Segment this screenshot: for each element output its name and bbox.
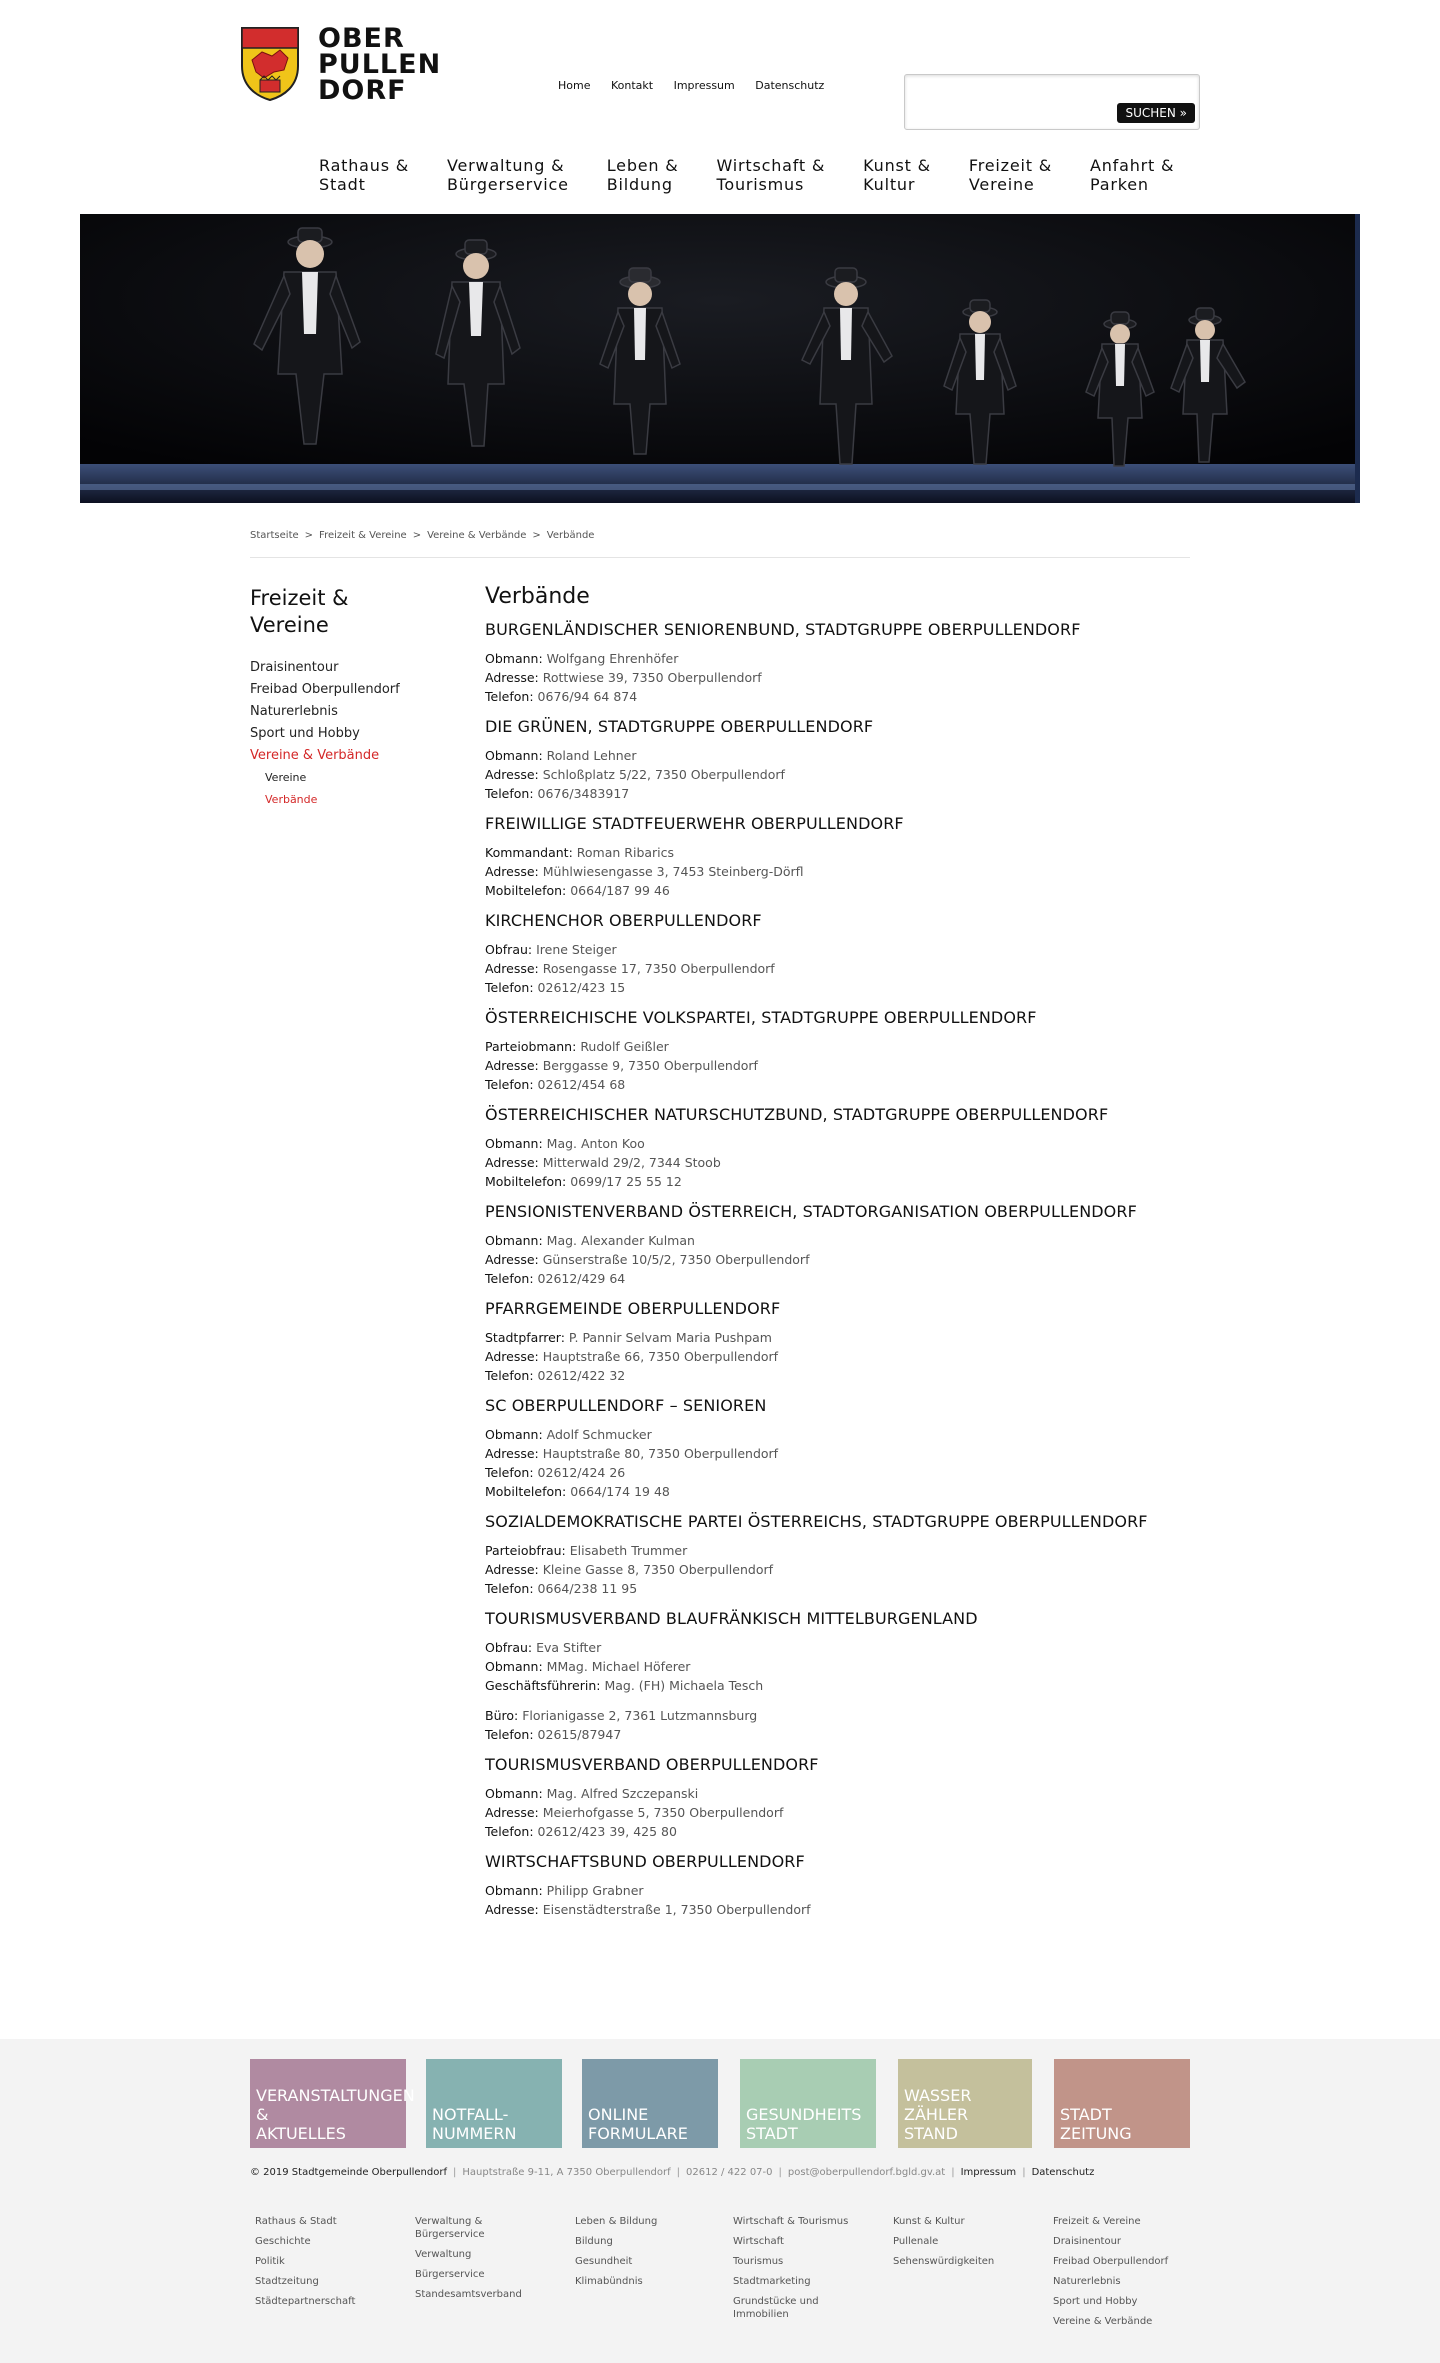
contact-label: Stadtpfarrer:	[485, 1330, 565, 1345]
footer-link-sport-und-hobby[interactable]: Sport und Hobby	[1053, 2296, 1138, 2307]
contact-label: Mobiltelefon:	[485, 1174, 567, 1189]
contact-value: 02615/87947	[537, 1727, 622, 1742]
footer-email[interactable]: post@oberpullendorf.bgld.gv.at	[787, 2167, 946, 2178]
footer-tile-gesundheits-stadt[interactable]: GESUNDHEITS STADT	[740, 2059, 876, 2148]
top-navigation	[558, 79, 841, 92]
contact-value: Rudolf Geißler	[580, 1039, 669, 1054]
contact-label: Telefon:	[485, 1581, 534, 1596]
top-nav-impressum[interactable]: Impressum	[673, 79, 735, 92]
organization-entry	[485, 1201, 1205, 1288]
organization-name: SC OBERPULLENDORF – SENIOREN	[485, 1396, 767, 1415]
contact-line	[485, 978, 1205, 997]
contact-line	[485, 1056, 1205, 1075]
footer-link-freibad-oberpullendorf[interactable]: Freibad Oberpullendorf	[1053, 2256, 1169, 2267]
hero-dancers-photo	[80, 214, 1360, 503]
footer-tile-stadt-zeitung[interactable]: STADT ZEITUNG	[1054, 2059, 1190, 2148]
contact-line	[485, 1676, 1205, 1695]
footer-phone: 02612 / 422 07-0	[686, 2167, 773, 2178]
main-nav-leben-bildung[interactable]: Leben & Bildung	[606, 156, 679, 194]
footer-link-verwaltung-buergerservice[interactable]: Verwaltung & Bürgerservice	[415, 2216, 485, 2240]
contact-label: Obmann:	[485, 1233, 543, 1248]
contact-line	[485, 1134, 1205, 1153]
footer-link-stadtmarketing[interactable]: Stadtmarketing	[733, 2276, 811, 2287]
footer-link-bildung[interactable]: Bildung	[575, 2236, 613, 2247]
footer-datenschutz-link[interactable]: Datenschutz	[1031, 2167, 1095, 2178]
sidebar-item-draisinentour[interactable]: Draisinentour	[250, 660, 339, 675]
contact-value: Berggasse 9, 7350 Oberpullendorf	[542, 1058, 758, 1073]
footer-link-staedtepartnerschaft[interactable]: Städtepartnerschaft	[255, 2296, 356, 2307]
breadcrumb-current: Verbände	[546, 530, 595, 541]
sidebar-item-freibad-oberpullendorf[interactable]: Freibad Oberpullendorf	[250, 682, 400, 697]
organization-name: ÖSTERREICHISCHER NATURSCHUTZBUND, STADTGRUPPE OBERPULLENDORF	[485, 1105, 1109, 1124]
footer	[0, 2039, 1440, 2363]
footer-link-leben-bildung[interactable]: Leben & Bildung	[575, 2216, 658, 2227]
contact-line	[485, 862, 1205, 881]
sidebar-item-naturerlebnis[interactable]: Naturerlebnis	[250, 704, 338, 719]
footer-link-naturerlebnis[interactable]: Naturerlebnis	[1053, 2276, 1121, 2287]
footer-link-grundstuecke-und-immobilien[interactable]: Grundstücke und Immobilien	[733, 2296, 819, 2320]
footer-column	[733, 2215, 883, 2328]
contact-label: Telefon:	[485, 1727, 534, 1742]
contact-value: Eisenstädterstraße 1, 7350 Oberpullendorf	[542, 1902, 811, 1917]
contact-label: Obmann:	[485, 651, 543, 666]
logo-wordmark: OBER PULLEN DORF	[318, 23, 442, 106]
footer-link-geschichte[interactable]: Geschichte	[255, 2236, 311, 2247]
contact-line	[485, 746, 1205, 765]
contact-line	[485, 1579, 1205, 1598]
organization-entry	[485, 1511, 1205, 1598]
contact-label: Adresse:	[485, 767, 539, 782]
contact-value: Roland Lehner	[546, 748, 637, 763]
contact-line	[485, 940, 1205, 959]
contact-value: Schloßplatz 5/22, 7350 Oberpullendorf	[542, 767, 785, 782]
footer-link-standesamtsverband[interactable]: Standesamtsverband	[415, 2289, 522, 2300]
contact-value: Mitterwald 29/2, 7344 Stoob	[542, 1155, 721, 1170]
organization-entry	[485, 716, 1205, 803]
contact-value: 0699/17 25 55 12	[570, 1174, 682, 1189]
search-box	[904, 74, 1200, 130]
footer-tile-wasser-zaehler-stand[interactable]: WASSER ZÄHLER STAND	[898, 2059, 1032, 2148]
contact-line	[485, 1541, 1205, 1560]
contact-line	[485, 881, 1205, 900]
organization-name: KIRCHENCHOR OBERPULLENDORF	[485, 911, 762, 930]
contact-label: Telefon:	[485, 980, 534, 995]
contact-value: Hauptstraße 66, 7350 Oberpullendorf	[542, 1349, 779, 1364]
contact-label: Telefon:	[485, 689, 534, 704]
footer-impressum-link[interactable]: Impressum	[960, 2167, 1017, 2178]
footer-link-wirtschaft-tourismus[interactable]: Wirtschaft & Tourismus	[733, 2216, 849, 2227]
sidebar-item-vereine[interactable]: Vereine	[265, 771, 307, 784]
footer-column	[575, 2215, 725, 2295]
contact-line	[485, 1463, 1205, 1482]
footer-link-klimabuendnis[interactable]: Klimabündnis	[575, 2276, 643, 2287]
contact-line	[485, 959, 1205, 978]
main-nav-anfahrt-parken[interactable]: Anfahrt & Parken	[1090, 156, 1175, 194]
footer-link-politik[interactable]: Politik	[255, 2256, 285, 2267]
contact-label: Obfrau:	[485, 1640, 533, 1655]
footer-link-buergerservice[interactable]: Bürgerservice	[415, 2269, 485, 2280]
contact-line	[485, 1900, 1205, 1919]
organization-entry	[485, 619, 1205, 706]
contact-line	[485, 1822, 1205, 1841]
contact-line	[485, 843, 1205, 862]
organization-entry	[485, 1754, 1205, 1841]
organization-name: FREIWILLIGE STADTFEUERWEHR OBERPULLENDORF	[485, 814, 904, 833]
contact-label: Adresse:	[485, 1155, 539, 1170]
contact-label: Telefon:	[485, 1271, 534, 1286]
breadcrumb-separator: >	[412, 530, 422, 541]
block-spacer	[485, 1695, 1205, 1706]
contact-line	[485, 1366, 1205, 1385]
sidebar-item-vereine-verbaende[interactable]: Vereine & Verbände	[250, 748, 380, 763]
footer-address: Hauptstraße 9-11, A 7350 Oberpullendorf	[462, 2167, 671, 2178]
contact-value: Günserstraße 10/5/2, 7350 Oberpullendorf	[542, 1252, 810, 1267]
contact-line	[485, 1269, 1205, 1288]
contact-label: Kommandant:	[485, 845, 573, 860]
contact-line	[485, 1706, 1205, 1725]
coat-of-arms-icon	[240, 26, 300, 102]
contact-label: Obmann:	[485, 1136, 543, 1151]
sidebar-title: Freizeit & Vereine	[250, 586, 349, 637]
breadcrumb-divider	[250, 557, 1190, 558]
contact-value: MMag. Michael Höferer	[546, 1659, 691, 1674]
contact-label: Obmann:	[485, 1786, 543, 1801]
footer-link-gesundheit[interactable]: Gesundheit	[575, 2256, 633, 2267]
sidebar-item-verbaende[interactable]: Verbände	[265, 793, 318, 806]
organization-name: PENSIONISTENVERBAND ÖSTERREICH, STADTORGANISATION OBERPULLENDORF	[485, 1202, 1137, 1221]
contact-value: P. Pannir Selvam Maria Pushpam	[568, 1330, 772, 1345]
contact-value: 02612/424 26	[537, 1465, 626, 1480]
contact-label: Telefon:	[485, 1368, 534, 1383]
breadcrumb-separator: >	[532, 530, 541, 541]
footer-link-stadtzeitung[interactable]: Stadtzeitung	[255, 2276, 319, 2287]
contact-value: Mag. (FH) Michaela Tesch	[604, 1678, 764, 1693]
sidebar-item-sport-und-hobby[interactable]: Sport und Hobby	[250, 726, 360, 741]
site-logo[interactable]	[240, 23, 450, 106]
contact-label: Obmann:	[485, 1659, 543, 1674]
contact-line	[485, 1482, 1205, 1501]
organization-entry	[485, 813, 1205, 900]
contact-label: Telefon:	[485, 1824, 534, 1839]
organization-entry	[485, 1851, 1205, 1919]
contact-line	[485, 1328, 1205, 1347]
contact-line	[485, 1784, 1205, 1803]
footer-link-kunst-kultur[interactable]: Kunst & Kultur	[893, 2216, 965, 2227]
search-button[interactable]: SUCHEN »	[1117, 103, 1195, 123]
contact-line	[485, 649, 1205, 668]
organization-name: DIE GRÜNEN, STADTGRUPPE OBERPULLENDORF	[485, 717, 874, 736]
footer-link-rathaus-stadt[interactable]: Rathaus & Stadt	[255, 2216, 337, 2227]
sidebar-menu	[250, 657, 450, 811]
contact-label: Obmann:	[485, 748, 543, 763]
contact-value: Mag. Alfred Szczepanski	[546, 1786, 699, 1801]
contact-value: 02612/454 68	[537, 1077, 626, 1092]
contact-value: Philipp Grabner	[546, 1883, 644, 1898]
breadcrumb-vereine-verbaende[interactable]: Vereine & Verbände	[427, 530, 527, 541]
organization-name: TOURISMUSVERBAND OBERPULLENDORF	[485, 1755, 819, 1774]
footer-link-verwaltung[interactable]: Verwaltung	[415, 2249, 472, 2260]
footer-link-wirtschaft[interactable]: Wirtschaft	[733, 2236, 784, 2247]
footer-tile-notfall-nummern[interactable]: NOTFALL- NUMMERN	[426, 2059, 562, 2148]
main-nav-kunst-kultur[interactable]: Kunst & Kultur	[863, 156, 931, 194]
contact-value: 0664/238 11 95	[537, 1581, 638, 1596]
breadcrumb	[250, 530, 594, 541]
contact-line	[485, 1347, 1205, 1366]
contact-label: Mobiltelefon:	[485, 1484, 567, 1499]
top-nav-kontakt[interactable]: Kontakt	[610, 79, 654, 92]
contact-label: Adresse:	[485, 961, 539, 976]
organization-list	[485, 619, 1205, 1919]
main-nav-freizeit-vereine[interactable]: Freizeit & Vereine	[968, 156, 1052, 194]
organization-name: ÖSTERREICHISCHE VOLKSPARTEI, STADTGRUPPE OBERPULLENDORF	[485, 1008, 1037, 1027]
contact-value: Mag. Anton Koo	[546, 1136, 645, 1151]
page-title: Verbände	[485, 584, 590, 609]
organization-entry	[485, 1608, 1205, 1744]
contact-label: Parteiobfrau:	[485, 1543, 566, 1558]
contact-label: Adresse:	[485, 670, 539, 685]
main-content	[485, 582, 1205, 1929]
contact-line	[485, 1425, 1205, 1444]
contact-value: 0664/187 99 46	[570, 883, 670, 898]
contact-label: Geschäftsführerin:	[485, 1678, 601, 1693]
main-nav-rathaus-stadt[interactable]: Rathaus & Stadt	[319, 156, 410, 194]
contact-line	[485, 1250, 1205, 1269]
contact-line	[485, 1657, 1205, 1676]
contact-value: Eva Stifter	[536, 1640, 602, 1655]
contact-label: Adresse:	[485, 1058, 539, 1073]
contact-line	[485, 687, 1205, 706]
footer-link-sehenswuerdigkeiten[interactable]: Sehenswürdigkeiten	[893, 2256, 995, 2267]
main-nav-verwaltung-buergerservice[interactable]: Verwaltung & Bürgerservice	[447, 156, 569, 194]
breadcrumb-freizeit-vereine[interactable]: Freizeit & Vereine	[319, 530, 407, 541]
contact-label: Mobiltelefon:	[485, 883, 567, 898]
footer-contact-line: © 2019 Stadtgemeinde Oberpullendorf | Hauptstraße 9-11, A 7350 Oberpullendorf | 02612 / 422 07-0 | post@oberpullendorf.bgld.gv.at | Impressum | Datenschutz	[250, 2167, 1095, 2178]
contact-line	[485, 1444, 1205, 1463]
organization-name: SOZIALDEMOKRATISCHE PARTEI ÖSTERREICHS, STADTGRUPPE OBERPULLENDORF	[485, 1512, 1148, 1531]
organization-name: WIRTSCHAFTSBUND OBERPULLENDORF	[485, 1852, 805, 1871]
organization-name: PFARRGEMEINDE OBERPULLENDORF	[485, 1299, 781, 1318]
footer-copyright: © 2019 Stadtgemeinde Oberpullendorf	[250, 2167, 447, 2178]
top-nav-home[interactable]: Home	[558, 79, 591, 92]
contact-value: 0676/94 64 874	[537, 689, 638, 704]
contact-value: Mag. Alexander Kulman	[546, 1233, 695, 1248]
breadcrumb-startseite[interactable]: Startseite	[250, 530, 299, 541]
contact-value: Adolf Schmucker	[546, 1427, 652, 1442]
organization-name: BURGENLÄNDISCHER SENIORENBUND, STADTGRUPPE OBERPULLENDORF	[485, 620, 1081, 639]
contact-value: Roman Ribarics	[576, 845, 675, 860]
contact-value: 02612/422 32	[537, 1368, 626, 1383]
contact-label: Parteiobmann:	[485, 1039, 577, 1054]
main-nav-wirtschaft-tourismus[interactable]: Wirtschaft & Tourismus	[716, 156, 826, 194]
contact-line	[485, 1638, 1205, 1657]
footer-link-tourismus[interactable]: Tourismus	[733, 2256, 784, 2267]
footer-link-vereine-verbaende[interactable]: Vereine & Verbände	[1053, 2316, 1153, 2327]
contact-value: 02612/429 64	[537, 1271, 626, 1286]
contact-label: Telefon:	[485, 1465, 534, 1480]
organization-entry	[485, 910, 1205, 997]
contact-value: 0664/174 19 48	[570, 1484, 670, 1499]
contact-label: Adresse:	[485, 864, 539, 879]
sidebar	[250, 585, 450, 811]
breadcrumb-separator: >	[304, 530, 314, 541]
top-nav-datenschutz[interactable]: Datenschutz	[755, 79, 825, 92]
contact-label: Adresse:	[485, 1349, 539, 1364]
contact-line	[485, 1725, 1205, 1744]
main-navigation	[319, 156, 1212, 194]
contact-value: 02612/423 15	[537, 980, 626, 995]
contact-label: Adresse:	[485, 1562, 539, 1577]
contact-line	[485, 1231, 1205, 1250]
contact-line	[485, 1075, 1205, 1094]
contact-value: Kleine Gasse 8, 7350 Oberpullendorf	[542, 1562, 774, 1577]
contact-value: Florianigasse 2, 7361 Lutzmannsburg	[522, 1708, 758, 1723]
contact-value: Irene Steiger	[536, 942, 617, 957]
footer-link-pullenale[interactable]: Pullenale	[893, 2236, 939, 2247]
contact-line	[485, 1153, 1205, 1172]
footer-column	[893, 2215, 1043, 2275]
organization-entry	[485, 1007, 1205, 1094]
contact-line	[485, 784, 1205, 803]
contact-value: Rosengasse 17, 7350 Oberpullendorf	[542, 961, 775, 976]
contact-value: Hauptstraße 80, 7350 Oberpullendorf	[542, 1446, 779, 1461]
contact-value: 0676/3483917	[537, 786, 630, 801]
contact-label: Telefon:	[485, 786, 534, 801]
footer-column	[255, 2215, 405, 2315]
contact-line	[485, 1037, 1205, 1056]
contact-label: Obmann:	[485, 1427, 543, 1442]
contact-label: Adresse:	[485, 1805, 539, 1820]
contact-value: Meierhofgasse 5, 7350 Oberpullendorf	[542, 1805, 784, 1820]
contact-label: Adresse:	[485, 1446, 539, 1461]
contact-line	[485, 1803, 1205, 1822]
footer-tile-online-formulare[interactable]: ONLINE FORMULARE	[582, 2059, 718, 2148]
footer-link-freizeit-vereine[interactable]: Freizeit & Vereine	[1053, 2216, 1141, 2227]
contact-label: Adresse:	[485, 1252, 539, 1267]
organization-entry	[485, 1395, 1205, 1501]
organization-entry	[485, 1104, 1205, 1191]
contact-value: Elisabeth Trummer	[569, 1543, 688, 1558]
organization-entry	[485, 1298, 1205, 1385]
footer-link-draisinentour[interactable]: Draisinentour	[1053, 2236, 1122, 2247]
footer-tile-veranstaltungen-aktuelles[interactable]: VERANSTALTUNGEN & AKTUELLES	[250, 2059, 406, 2148]
contact-line	[485, 1172, 1205, 1191]
contact-line	[485, 1560, 1205, 1579]
contact-line	[485, 1881, 1205, 1900]
contact-value: Rottwiese 39, 7350 Oberpullendorf	[542, 670, 762, 685]
contact-line	[485, 765, 1205, 784]
footer-column	[415, 2215, 565, 2308]
search-input[interactable]	[911, 81, 1091, 121]
organization-name: TOURISMUSVERBAND BLAUFRÄNKISCH MITTELBURGENLAND	[485, 1609, 978, 1628]
contact-label: Telefon:	[485, 1077, 534, 1092]
contact-label: Obfrau:	[485, 942, 533, 957]
hero-image	[80, 214, 1360, 503]
contact-line	[485, 668, 1205, 687]
contact-label: Adresse:	[485, 1902, 539, 1917]
footer-column	[1053, 2215, 1203, 2335]
contact-value: 02612/423 39, 425 80	[537, 1824, 677, 1839]
contact-value: Wolfgang Ehrenhöfer	[546, 651, 679, 666]
contact-value: Mühlwiesengasse 3, 7453 Steinberg-Dörfl	[542, 864, 804, 879]
contact-label: Büro:	[485, 1708, 519, 1723]
contact-label: Obmann:	[485, 1883, 543, 1898]
